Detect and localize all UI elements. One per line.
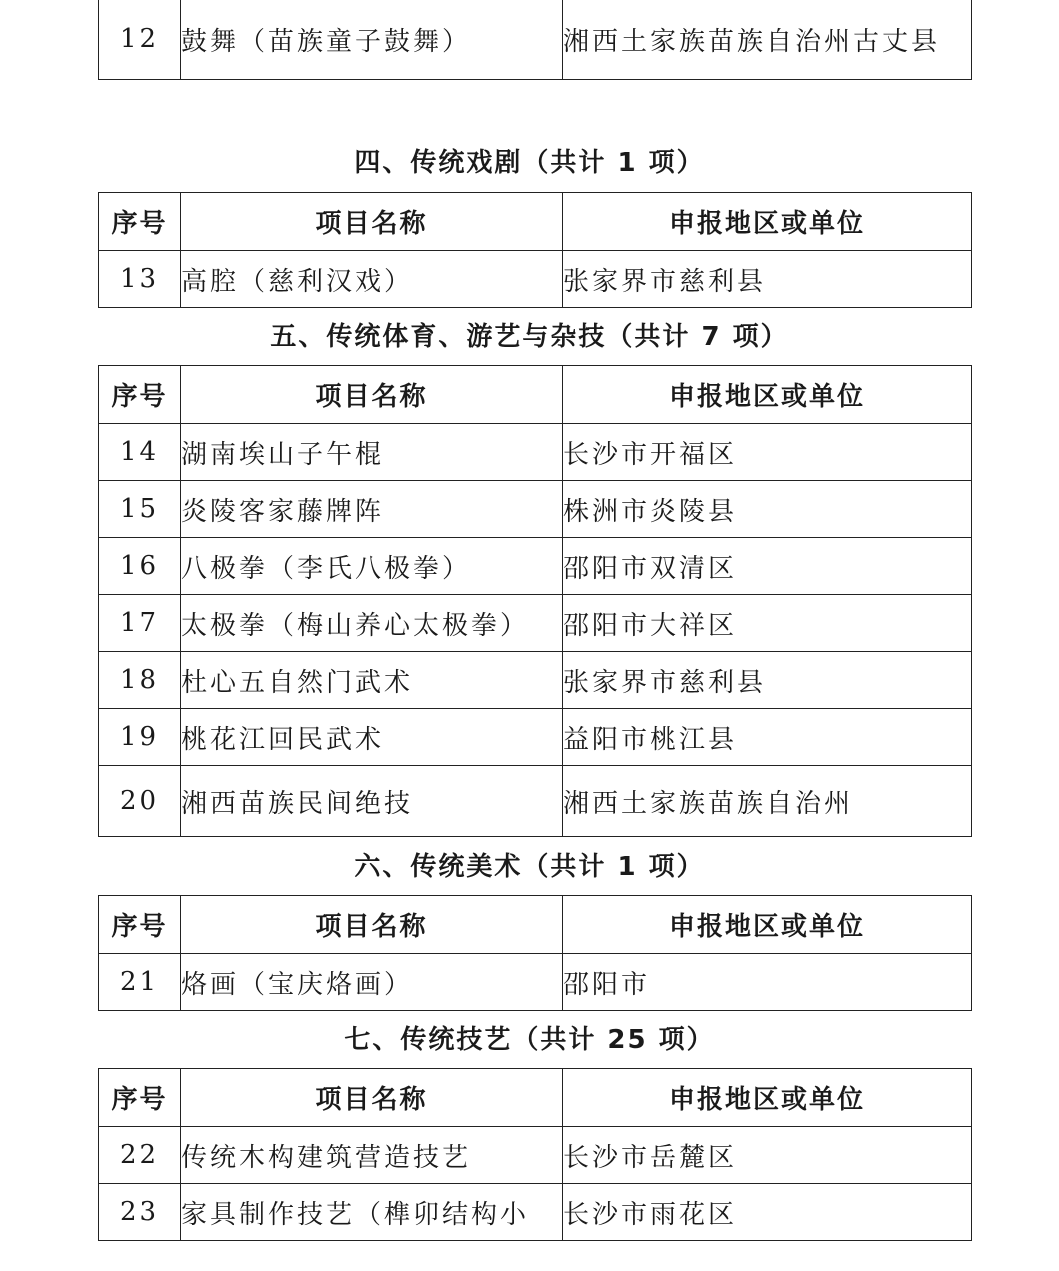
section-title: 六、传统美术（共计 1 项） (354, 852, 705, 882)
section-table (98, 365, 972, 837)
table-row (99, 652, 972, 709)
table-row (99, 0, 972, 80)
row-number: 13 (99, 251, 181, 308)
project-name: 炎陵客家藤牌阵 (181, 481, 563, 538)
row-number: 14 (99, 424, 181, 481)
row-number: 23 (99, 1184, 181, 1241)
row-number: 18 (99, 652, 181, 709)
region: 邵阳市大祥区 (563, 595, 972, 652)
row-number: 17 (99, 595, 181, 652)
table-header-row (99, 1069, 972, 1127)
project-name: 鼓舞（苗族童子鼓舞） (181, 0, 563, 80)
table-row (99, 954, 972, 1011)
section-title: 四、传统戏剧（共计 1 项） (354, 148, 705, 178)
region: 长沙市雨花区 (563, 1184, 972, 1241)
header-number: 序号 (99, 366, 181, 424)
table-continued (98, 0, 972, 80)
header-name: 项目名称 (181, 1069, 563, 1127)
project-name: 杜心五自然门武术 (181, 652, 563, 709)
table-header-row (99, 193, 972, 251)
header-name: 项目名称 (181, 193, 563, 251)
row-number: 20 (99, 766, 181, 837)
project-name: 湖南埃山子午棍 (181, 424, 563, 481)
row-number: 12 (99, 0, 181, 80)
header-number: 序号 (99, 896, 181, 954)
header-name: 项目名称 (181, 366, 563, 424)
table-row (99, 424, 972, 481)
section-table (98, 1068, 972, 1241)
region: 张家界市慈利县 (563, 251, 972, 308)
table-row (99, 481, 972, 538)
project-name: 桃花江回民武术 (181, 709, 563, 766)
region: 邵阳市 (563, 954, 972, 1011)
section-table (98, 192, 972, 308)
region: 长沙市开福区 (563, 424, 972, 481)
project-name: 家具制作技艺（榫卯结构小 (181, 1184, 563, 1241)
project-name: 高腔（慈利汉戏） (181, 251, 563, 308)
table-row (99, 251, 972, 308)
header-name: 项目名称 (181, 896, 563, 954)
project-name: 烙画（宝庆烙画） (181, 954, 563, 1011)
project-name: 湘西苗族民间绝技 (181, 766, 563, 837)
header-area: 申报地区或单位 (563, 1069, 972, 1127)
table-header-row (99, 366, 972, 424)
project-name: 太极拳（梅山养心太极拳） (181, 595, 563, 652)
region: 湘西土家族苗族自治州 (563, 766, 972, 837)
region: 益阳市桃江县 (563, 709, 972, 766)
region: 张家界市慈利县 (563, 652, 972, 709)
row-number: 22 (99, 1127, 181, 1184)
table-row (99, 766, 972, 837)
row-number: 21 (99, 954, 181, 1011)
table-row (99, 1127, 972, 1184)
header-area: 申报地区或单位 (563, 366, 972, 424)
header-number: 序号 (99, 193, 181, 251)
table-header-row (99, 896, 972, 954)
region: 株洲市炎陵县 (563, 481, 972, 538)
table-row (99, 538, 972, 595)
row-number: 19 (99, 709, 181, 766)
section-title: 七、传统技艺（共计 25 项） (344, 1025, 715, 1055)
region: 湘西土家族苗族自治州古丈县 (563, 0, 972, 80)
header-area: 申报地区或单位 (563, 896, 972, 954)
region: 长沙市岳麓区 (563, 1127, 972, 1184)
project-name: 传统木构建筑营造技艺 (181, 1127, 563, 1184)
header-number: 序号 (99, 1069, 181, 1127)
table-row (99, 1184, 972, 1241)
region: 邵阳市双清区 (563, 538, 972, 595)
section-table (98, 895, 972, 1011)
project-name: 八极拳（李氏八极拳） (181, 538, 563, 595)
section-title: 五、传统体育、游艺与杂技（共计 7 项） (270, 322, 789, 352)
table-row (99, 709, 972, 766)
header-area: 申报地区或单位 (563, 193, 972, 251)
row-number: 15 (99, 481, 181, 538)
row-number: 16 (99, 538, 181, 595)
table-row (99, 595, 972, 652)
